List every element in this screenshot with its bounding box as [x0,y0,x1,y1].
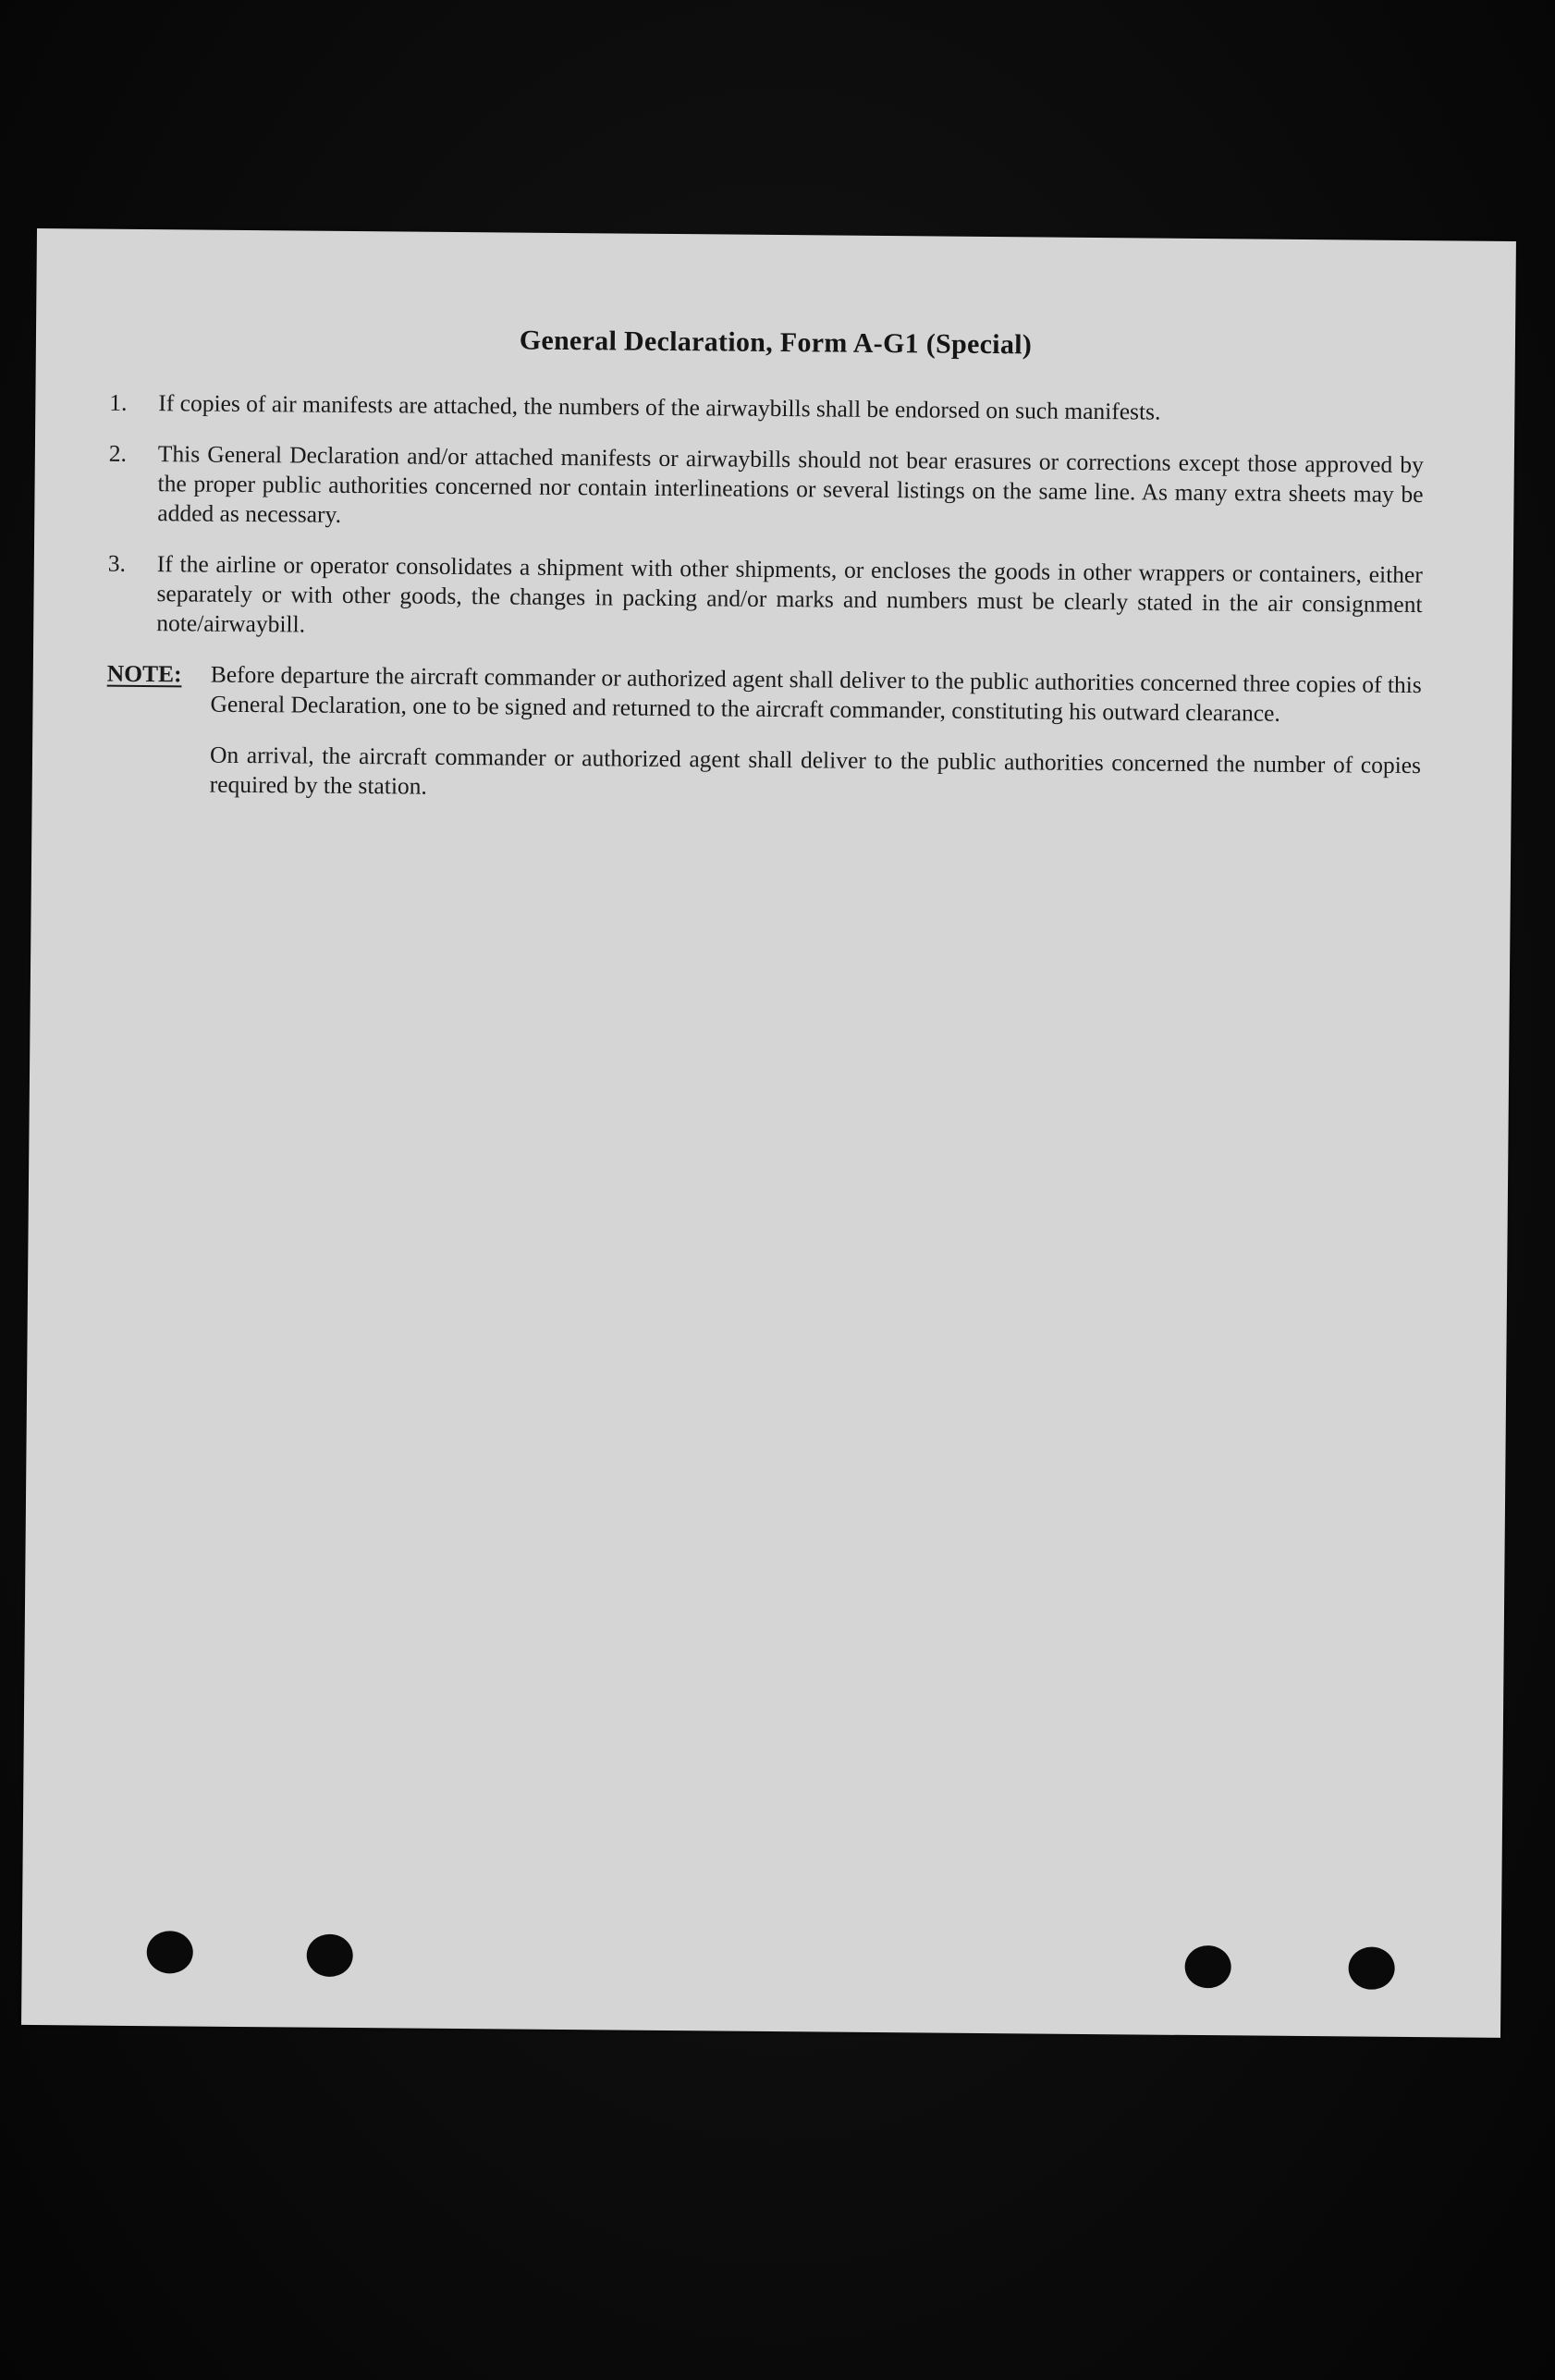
instruction-item [109,388,1424,429]
note-section [106,659,1422,810]
punch-hole [307,1934,353,1977]
document-page [21,228,1516,2038]
item-number: 1. [109,388,128,416]
punch-hole [1348,1946,1394,1989]
note-paragraph: On arrival, the aircraft commander or authorized agent shall deliver to the public authorities concerned the number of copies required by the station. [209,741,1422,800]
item-number: 2. [108,439,128,467]
item-text: If copies of air manifests are attached, the numbers of the airwaybills shall be endorsed on such manifests. [158,389,1161,425]
item-text: If the airline or operator consolidates a shipment with other shipments, or encloses the goods in other wrappers or containers, either separately or with other goods, the changes in packing and/or marks and numbers must be clearly stated in the air consignment note/airwaybill. [156,550,1423,638]
note-label: NOTE: [106,659,182,688]
note-paragraph: Before departure the aircraft commander or authorized agent shall deliver to the public authorities concerned three copies of this General Declaration, one to be signed and returned to the aircraft commander, constituting his outward clearance. [210,660,1422,727]
item-text: This General Declaration and/or attached manifests or airwaybills should not bear erasures or corrections except those approved by the proper public authorities concerned nor contain interlineations or several listings on the same line. As many extra sheets may be added as necessary. [157,440,1424,528]
punch-hole [147,1931,193,1973]
instruction-item [108,439,1424,539]
document-title: General Declaration, Form A-G1 (Special) [519,325,1033,361]
item-number: 3. [107,549,127,577]
instruction-item [107,549,1423,649]
punch-hole [1184,1945,1231,1988]
instructions-body [105,388,1424,831]
